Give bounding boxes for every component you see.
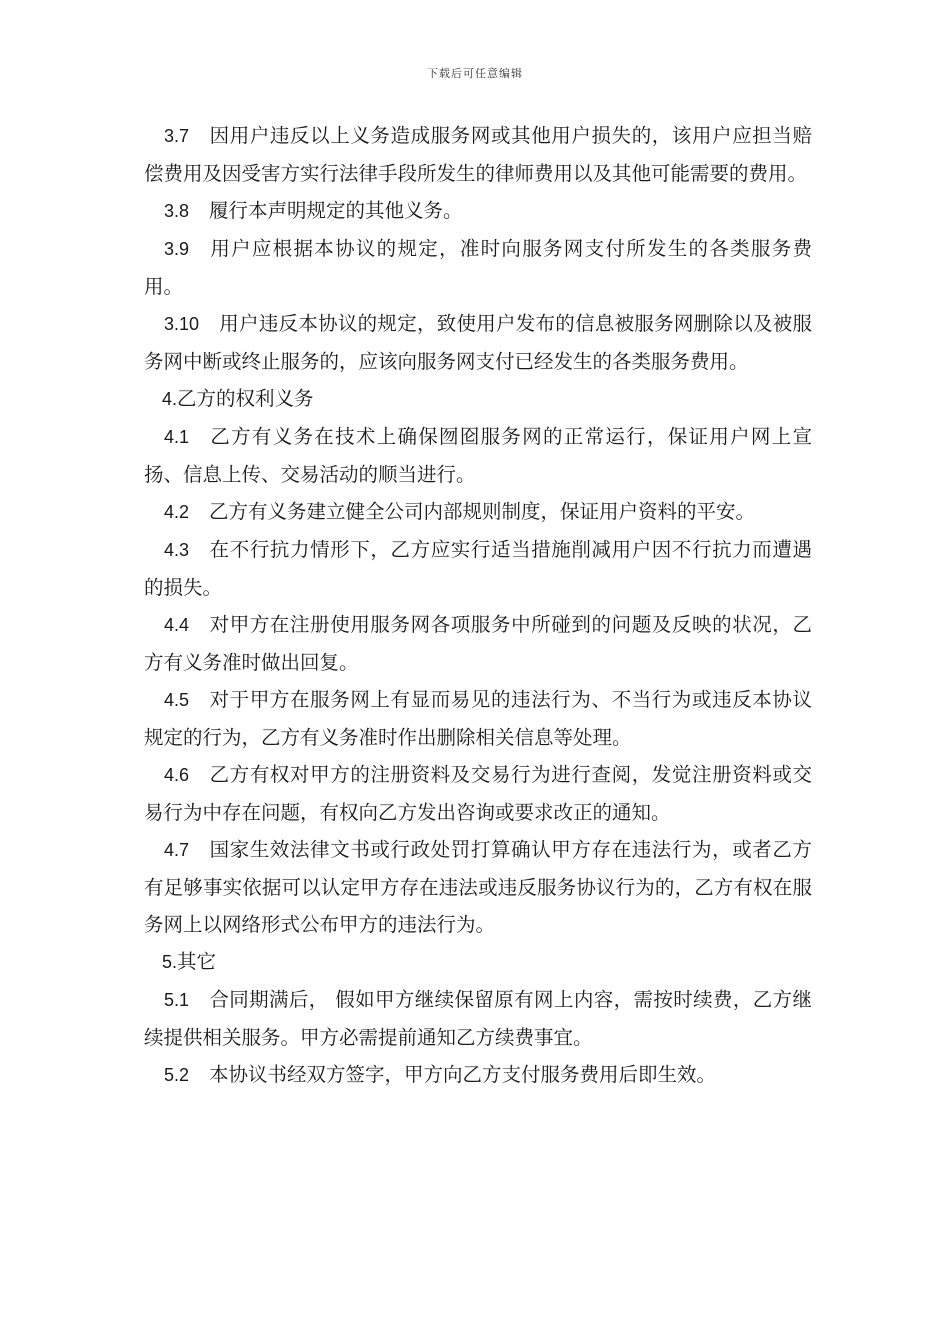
clause-4-4 xyxy=(144,606,812,681)
clause-3-8 xyxy=(144,192,812,230)
clause-text: 合同期满后， 假如甲方继续保留原有网上内容，需按时续费，乙方继续提供相关服务。甲方必需提前通知乙方续费事宜。 xyxy=(144,988,812,1049)
clause-3-9 xyxy=(144,230,812,305)
clause-number: 5.1 xyxy=(164,990,190,1010)
clause-number: 3.7 xyxy=(164,126,190,146)
clause-number: 4.2 xyxy=(164,502,190,522)
clause-text: 国家生效法律文书或行政处罚打算确认甲方存在违法行为，或者乙方有足够事实依据可以认定甲方存在违法或违反服务协议行为的，乙方有权在服务网上以网络形式公布甲方的违法行为。 xyxy=(144,838,812,936)
clause-number: 4.4 xyxy=(164,615,190,635)
clause-4-3 xyxy=(144,531,812,606)
clause-text: 对于甲方在服务网上有显而易见的违法行为、不当行为或违反本协议规定的行为，乙方有义务准时作出删除相关信息等处理。 xyxy=(144,688,812,749)
clause-number: 4.5 xyxy=(164,690,190,710)
clause-number: 4.1 xyxy=(164,427,190,447)
clause-text: 乙方有义务建立健全公司内部规则制度，保证用户资料的平安。 xyxy=(209,500,756,523)
clause-4-7 xyxy=(144,831,812,943)
page-header: 下载后可任意编辑 xyxy=(427,67,523,80)
section-title: 其它 xyxy=(177,950,217,973)
clause-number: 3.9 xyxy=(164,239,190,259)
clause-3-7 xyxy=(144,117,812,192)
section-heading-5 xyxy=(144,943,812,981)
clause-text: 在不行抗力情形下，乙方应实行适当措施削减用户因不行抗力而遭遇的损失。 xyxy=(144,538,812,599)
clause-4-1 xyxy=(144,418,812,493)
section-heading-4 xyxy=(144,380,812,418)
clause-text: 对甲方在注册使用服务网各项服务中所碰到的问题及反映的状况，乙方有义务准时做出回复。 xyxy=(144,613,812,674)
section-title: 乙方的权利义务 xyxy=(177,387,314,410)
clause-text: 用户违反本协议的规定，致使用户发布的信息被服务网删除以及被服务网中断或终止服务的，应该向服务网支付已经发生的各类服务费用。 xyxy=(144,312,812,373)
section-number: 5. xyxy=(162,952,178,972)
clause-text: 用户应根据本协议的规定，准时向服务网支付所发生的各类服务费用。 xyxy=(144,237,812,298)
clause-text: 乙方有权对甲方的注册资料及交易行为进行查阅，发觉注册资料或交易行为中存在问题，有权向乙方发出咨询或要求改正的通知。 xyxy=(144,763,812,824)
clause-number: 4.3 xyxy=(164,540,190,560)
clause-number: 5.2 xyxy=(164,1065,190,1085)
clause-5-2 xyxy=(144,1056,812,1094)
clause-4-2 xyxy=(144,493,812,531)
clause-text: 履行本声明规定的其他义务。 xyxy=(209,199,463,222)
clause-4-6 xyxy=(144,756,812,831)
clause-4-5 xyxy=(144,681,812,756)
clause-text: 乙方有义务在技术上确保囫囵服务网的正常运行，保证用户网上宣扬、信息上传、交易活动的顺当进行。 xyxy=(144,425,812,486)
clause-number: 3.10 xyxy=(164,314,200,334)
clause-number: 4.6 xyxy=(164,765,190,785)
section-number: 4. xyxy=(162,389,178,409)
clause-text: 本协议书经双方签字，甲方向乙方支付服务费用后即生效。 xyxy=(209,1063,717,1086)
document-body xyxy=(144,117,812,1094)
clause-5-1 xyxy=(144,981,812,1056)
clause-3-10 xyxy=(144,305,812,380)
clause-number: 4.7 xyxy=(164,840,190,860)
clause-text: 因用户违反以上义务造成服务网或其他用户损失的，该用户应担当赔偿费用及因受害方实行法律手段所发生的律师费用以及其他可能需要的费用。 xyxy=(144,124,812,185)
clause-number: 3.8 xyxy=(164,201,190,221)
